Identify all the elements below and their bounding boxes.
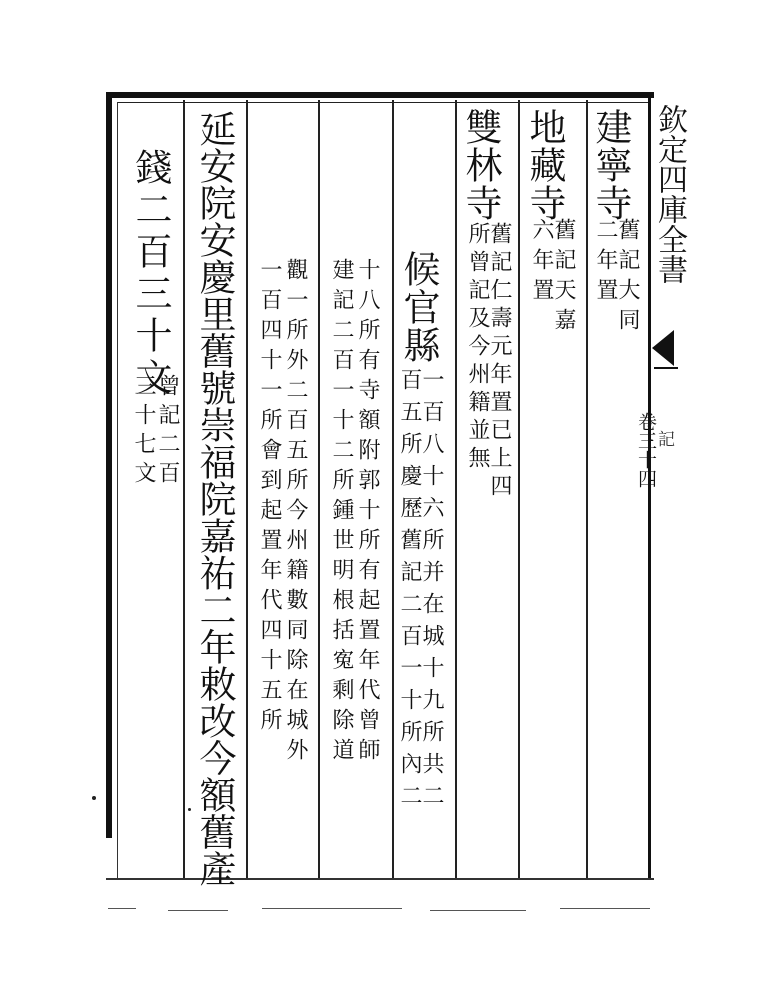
- volume-partial-label: 記: [654, 430, 674, 447]
- scan-noise: [262, 908, 402, 909]
- column-rule: [246, 100, 248, 878]
- note-houguan-6: 一百四十一所會到起置年代四十五所: [257, 258, 282, 738]
- column-rule: [518, 100, 520, 878]
- column-rule: [392, 100, 394, 878]
- temple-name-yanan: 延安院安慶里舊號崇福院嘉祐二年敕改今額舊產: [193, 110, 236, 887]
- county-name-houguan: 候官縣: [397, 250, 440, 364]
- note-jianning-right: 舊記大同: [615, 218, 640, 338]
- volume-label: 卷三十四: [635, 412, 657, 488]
- frame-left-border: [106, 92, 112, 838]
- note-cost-left: 三十七文: [131, 374, 156, 490]
- scan-noise: [108, 908, 136, 909]
- fish-tail-mark: [652, 330, 674, 366]
- column-rule: [318, 100, 320, 878]
- note-houguan-5: 觀一所外二百五所今州籍數同除在城外: [283, 258, 308, 768]
- column-rule: [183, 100, 185, 878]
- column-rule: [455, 100, 457, 878]
- cost-text: 錢二百三十文: [129, 148, 172, 400]
- scan-noise: [430, 910, 526, 911]
- frame-left-inner-border: [117, 102, 118, 878]
- note-cost-right: 曾記二百: [155, 374, 180, 490]
- frame-top-inner-border: [118, 102, 648, 103]
- temple-name-dizang: 地藏寺: [523, 108, 566, 222]
- scan-speck: [188, 808, 191, 811]
- library-title: 欽定四庫全書: [652, 104, 687, 284]
- note-houguan-2: 百五所慶歷舊記二百一十所內二: [397, 368, 422, 816]
- frame-bottom-border: [106, 878, 654, 880]
- scan-noise: [560, 908, 650, 909]
- fish-tail-line: [654, 367, 678, 369]
- frame-top-border: [106, 92, 654, 98]
- note-dizang-right: 舊記天嘉: [551, 218, 576, 338]
- scan-speck: [92, 796, 96, 800]
- note-houguan-1: 一百八十六所并在城十九所共二: [419, 368, 444, 816]
- column-rule: [586, 100, 588, 878]
- note-shuanglin-left: 所曾記及今州籍並無: [465, 222, 490, 474]
- temple-name-shuanglin: 雙林寺: [459, 108, 502, 222]
- scan-noise: [168, 910, 228, 911]
- note-jianning-left: 二年置: [593, 218, 618, 308]
- note-houguan-3: 十八所有寺額附郭十所有起置年代曾師: [355, 258, 380, 768]
- note-shuanglin-right: 舊記仁壽元年置已上四: [487, 222, 512, 502]
- note-dizang-left: 六年置: [529, 218, 554, 308]
- note-houguan-4: 建記二百一十二所鍾世明根括寃剩除道: [329, 258, 354, 768]
- temple-name-jianning: 建寧寺: [589, 108, 632, 222]
